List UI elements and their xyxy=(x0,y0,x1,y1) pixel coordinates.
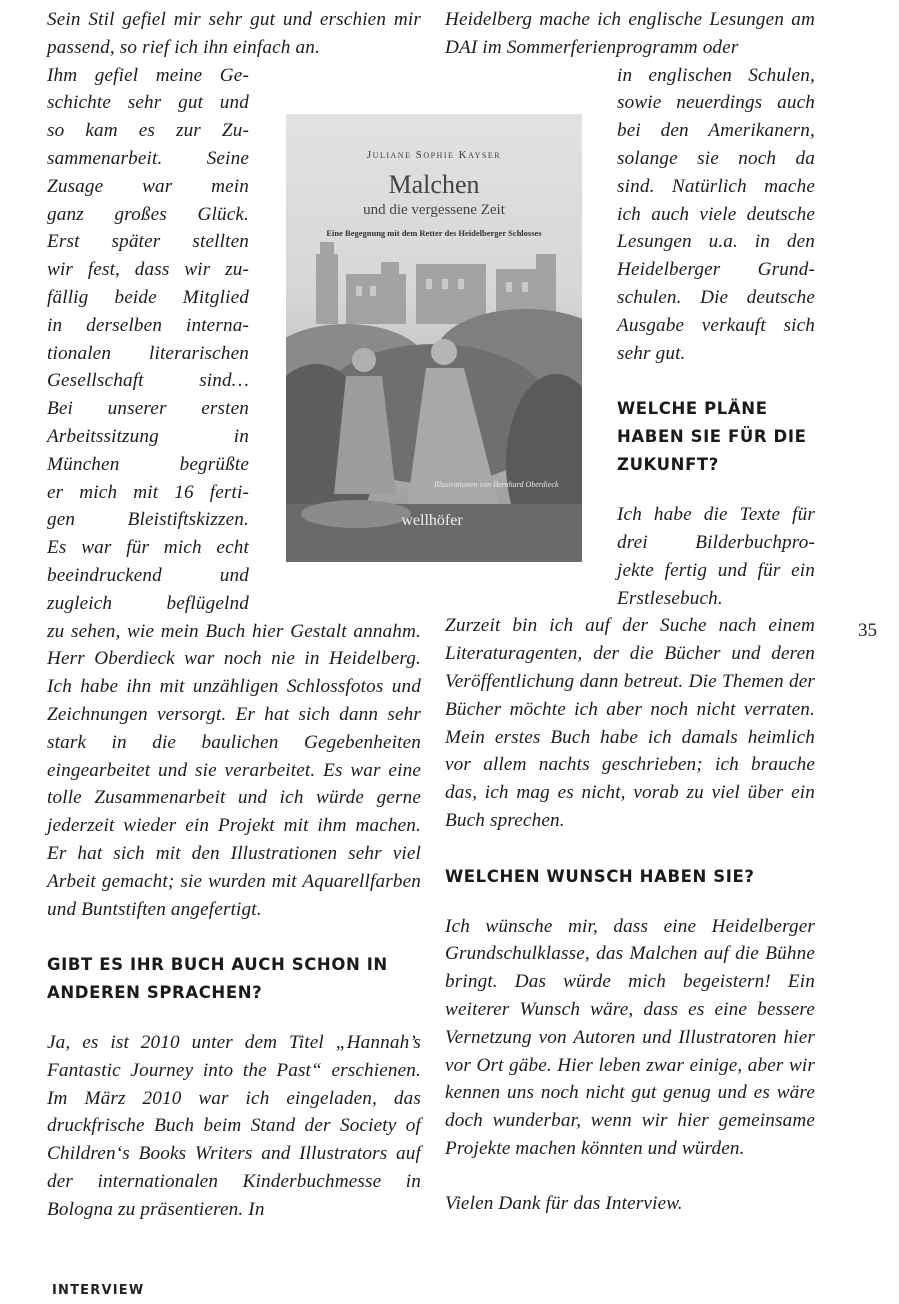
left-wrap-line: Gesellschaft sind… xyxy=(47,370,249,392)
right-wrap-line: Lesungen u.a. in den xyxy=(617,231,815,253)
left-wrap-line: fällig beide Mitglied xyxy=(47,286,249,308)
answer-languages: Ja, es ist 2010 unter dem Titel „Hannah’s Fantastic Journey into the Past“ erschienen. Im März 2010 war ich eingeladen, das druckfrische Buch beim Stand der Society of Children‘s Books Writers and Illustrators auf der internationalen Kinderbuchmesse in Bologna zu präsentieren. In xyxy=(47,1032,421,1220)
right-wrap-line: solange sie noch da xyxy=(617,147,815,169)
right-wrap-line: schulen. Die deutsche xyxy=(617,286,815,308)
cover-publisher: wellhöfer xyxy=(401,512,463,529)
cover-subtitle: und die vergessene Zeit xyxy=(363,202,505,218)
left-wrap-line: Ihm gefiel meine Ge- xyxy=(47,64,249,86)
left-wrap-line: sammenarbeit. Seine xyxy=(47,147,249,169)
left-wrap-line: Erst später stellten xyxy=(47,231,249,253)
right-wrap-line: bei den Amerikanern, xyxy=(617,120,815,142)
future-wrap-line: drei Bilderbuchpro- xyxy=(617,531,815,553)
page-number: 35 xyxy=(858,620,877,641)
future-wrap-text xyxy=(617,501,815,612)
right-wrap-block xyxy=(617,62,815,613)
cover-illustrator: Illustrationen von Bernhard Oberdieck xyxy=(434,480,559,489)
right-wrap-line: Ausgabe verkauft sich xyxy=(617,314,815,336)
left-wrap-line: er mich mit 16 ferti- xyxy=(47,481,249,503)
cover-description: Eine Begegnung mit dem Retter des Heidelberger Schlosses xyxy=(326,228,542,238)
left-wrap-line: Arbeitssitzung in xyxy=(47,425,249,447)
left-wrap-line: gen Bleistiftskizzen. xyxy=(47,509,249,531)
right-wrap-line: Heidelberger Grund- xyxy=(617,259,815,281)
heading-future: WELCHE PLÄNE HABEN SIE FÜR DIE ZUKUNFT? xyxy=(617,399,807,475)
left-wrap-line: in derselben interna- xyxy=(47,314,249,336)
future-wrap-line: jekte fertig und für ein xyxy=(617,559,815,581)
future-continuation-paragraph: Zurzeit bin ich auf der Suche nach einem Literaturagenten, der die Bücher und deren Veröffentlichung dann betreut. Die Themen der Bücher möchte ich aber noch nicht verraten. Mein erstes Buch habe ich damals heimlich vor allem nachts geschrieben; ich brauche das, ich mag es nicht, vorab zu viel über ein Buch sprechen. xyxy=(445,615,815,831)
left-wrap-block xyxy=(47,62,249,618)
cover-title: Malchen xyxy=(388,170,480,199)
book-cover-image xyxy=(286,114,582,562)
closing-line: Vielen Dank für das Interview. xyxy=(445,1193,683,1215)
right-wrap-line: sowie neuerdings auch xyxy=(617,92,815,114)
left-intro-paragraph: Sein Stil gefiel mir sehr gut und erschien mir passend, so rief ich ihn einfach an. xyxy=(47,9,421,58)
left-wrap-line: tionalen literarischen xyxy=(47,342,249,364)
right-wrap-line: sehr gut. xyxy=(617,342,686,364)
left-wrap-line: wir fest, dass wir zu- xyxy=(47,259,249,281)
right-wrap-line: in englischen Schulen, xyxy=(617,64,815,86)
left-wrap-line: Zusage war mein xyxy=(47,175,249,197)
right-wrap-line: sind. Natürlich mache xyxy=(617,175,815,197)
right-intro-paragraph: Heidelberg mache ich englische Lesungen am DAI im Sommerferienprogramm oder xyxy=(445,9,815,58)
left-wrap-line: so kam es zur Zu- xyxy=(47,120,249,142)
right-wrap-text xyxy=(617,62,815,368)
left-wrap-line: ganz großes Glück. xyxy=(47,203,249,225)
left-wrap-line: Es war für mich echt xyxy=(47,537,249,559)
answer-wish: Ich wünsche mir, dass eine Heidelberger Grundschulklasse, das Malchen auf die Bühne bringt. Das würde mich begeistern! Ein weiterer Wunsch wäre, dass es eine bessere Vernetzung von Autoren und Illustratoren hier vor Ort gäbe. Hier leben zwar einige, aber wir kennen uns noch nicht gut genug und es wäre doch wunderbar, wenn wir hier gemeinsame Projekte machen könnten und würden. xyxy=(445,915,815,1159)
left-continuation-paragraph: zu sehen, wie mein Buch hier Gestalt annahm. Herr Oberdieck war noch nie in Heidelberg. Ich habe ihn mit unzähligen Schlossfotos und Zeichnungen versorgt. Er hat sich dann sehr stark in die baulichen Gegebenheiten eingearbeitet und sie verarbeitet. Es war eine tolle Zusammenarbeit und ich würde gerne jederzeit wieder ein Projekt mit ihm machen. Er hat sich mit den Illustrationen sehr viel Arbeit gemacht; sie wurden mit Aquarellfarben und Buntstiften angefertigt. xyxy=(47,620,421,920)
footer-section-label: INTERVIEW xyxy=(52,1283,145,1298)
cover-author: Juliane Sophie Kayser xyxy=(366,149,502,161)
heading-wish: WELCHEN WUNSCH HABEN SIE? xyxy=(445,866,755,886)
left-wrap-line: schichte sehr gut und xyxy=(47,92,249,114)
right-wrap-line: ich auch viele deutsche xyxy=(617,203,815,225)
left-wrap-line: beeindruckend und xyxy=(47,564,249,586)
left-wrap-line: zugleich beflügelnd xyxy=(47,592,249,614)
heading-languages: GIBT ES IHR BUCH AUCH SCHON IN ANDEREN SPRACHEN? xyxy=(47,955,388,1003)
future-wrap-line: Ich habe die Texte für xyxy=(617,504,815,526)
future-wrap-line: Erstlesebuch. xyxy=(617,587,723,609)
left-wrap-line: München begrüßte xyxy=(47,453,249,475)
left-wrap-text xyxy=(47,62,249,618)
left-wrap-line: Bei unserer ersten xyxy=(47,398,249,420)
